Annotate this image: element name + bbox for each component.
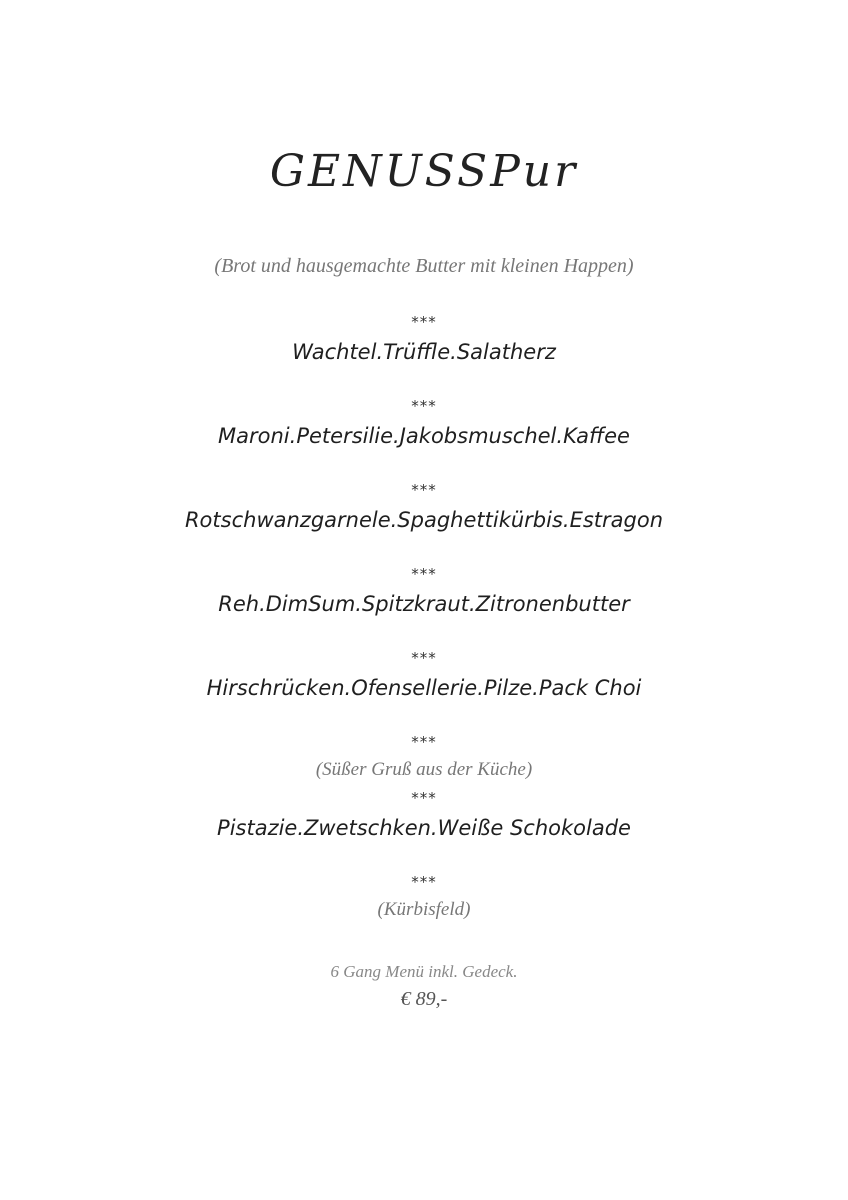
separator: *** xyxy=(411,397,437,415)
menu-title: GENUSSPur xyxy=(269,146,579,197)
course-4: Reh.DimSum.Spitzkraut.Zitronenbutter xyxy=(218,592,630,616)
menu-footer-note: 6 Gang Menü inkl. Gedeck. xyxy=(330,962,518,981)
separator: *** xyxy=(411,789,437,807)
course-2: Maroni.Petersilie.Jakobsmuschel.Kaffee xyxy=(218,424,630,448)
separator: *** xyxy=(411,649,437,667)
separator: *** xyxy=(411,873,437,891)
course-5: Hirschrücken.Ofensellerie.Pilze.Pack Choi xyxy=(206,676,642,700)
separator: *** xyxy=(411,733,437,751)
menu-price: € 89,- xyxy=(400,988,448,1010)
course-1: Wachtel.Trüffle.Salatherz xyxy=(292,340,556,364)
sweet-greeting-note: (Süßer Gruß aus der Küche) xyxy=(315,759,533,780)
separator: *** xyxy=(411,313,437,331)
course-3: Rotschwanzgarnele.Spaghettikürbis.Estragon xyxy=(184,508,664,532)
course-6: Pistazie.Zwetschken.Weiße Schokolade xyxy=(217,816,631,840)
finale-note: (Kürbisfeld) xyxy=(377,899,471,920)
separator: *** xyxy=(411,565,437,583)
separator: *** xyxy=(411,481,437,499)
intro-note: (Brot und hausgemachte Butter mit kleinen Happen) xyxy=(214,255,634,277)
